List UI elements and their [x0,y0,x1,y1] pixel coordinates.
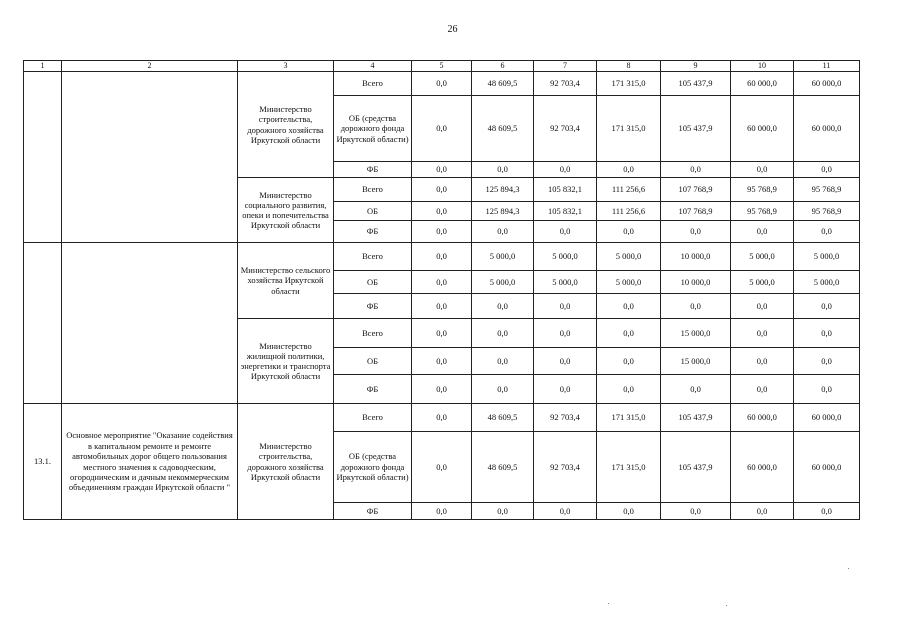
amount-cell: 0,0 [794,221,860,243]
amount-cell: 0,0 [472,375,534,404]
amount-cell: 0,0 [412,319,472,348]
column-header: 4 [334,61,412,72]
department-name: Министерство строительства, дорожного хозяйства Иркутской области [238,72,334,178]
activity-code [24,243,62,404]
amount-cell: 0,0 [472,294,534,319]
department-name: Министерство строительства, дорожного хозяйства Иркутской области [238,404,334,520]
amount-cell: 95 768,9 [794,202,860,221]
funding-source: ОБ (средства дорожного фонда Иркутской области) [334,432,412,503]
funding-source: ФБ [334,162,412,178]
amount-cell: 0,0 [597,503,661,520]
amount-cell: 0,0 [534,162,597,178]
department-name: Министерство сельского хозяйства Иркутской области [238,243,334,319]
table-row [24,243,860,271]
amount-cell: 92 703,4 [534,96,597,162]
scan-speck [848,568,849,569]
funding-source: ФБ [334,375,412,404]
amount-cell: 0,0 [794,319,860,348]
amount-cell: 0,0 [597,162,661,178]
amount-cell: 48 609,5 [472,72,534,96]
funding-source: Всего [334,319,412,348]
amount-cell: 60 000,0 [731,72,794,96]
amount-cell: 0,0 [534,294,597,319]
amount-cell: 0,0 [794,375,860,404]
scan-speck [608,603,609,604]
funding-source: ФБ [334,221,412,243]
amount-cell: 107 768,9 [661,202,731,221]
amount-cell: 48 609,5 [472,96,534,162]
amount-cell: 95 768,9 [731,178,794,202]
amount-cell: 15 000,0 [661,348,731,375]
amount-cell: 0,0 [661,162,731,178]
amount-cell: 171 315,0 [597,432,661,503]
amount-cell: 0,0 [534,221,597,243]
column-header: 10 [731,61,794,72]
amount-cell: 0,0 [597,294,661,319]
table-header-row [24,61,860,72]
amount-cell: 60 000,0 [794,404,860,432]
funding-source: ОБ [334,271,412,294]
amount-cell: 0,0 [661,294,731,319]
amount-cell: 0,0 [534,375,597,404]
amount-cell: 0,0 [412,348,472,375]
amount-cell: 0,0 [412,162,472,178]
amount-cell: 60 000,0 [731,404,794,432]
amount-cell: 0,0 [794,348,860,375]
amount-cell: 48 609,5 [472,432,534,503]
amount-cell: 60 000,0 [794,72,860,96]
amount-cell: 0,0 [412,178,472,202]
amount-cell: 0,0 [412,271,472,294]
budget-table [23,60,860,520]
amount-cell: 0,0 [472,503,534,520]
amount-cell: 0,0 [472,319,534,348]
amount-cell: 60 000,0 [794,96,860,162]
department-name: Министерство жилищной политики, энергетики и транспорта Иркутской области [238,319,334,404]
amount-cell: 60 000,0 [731,96,794,162]
column-header: 9 [661,61,731,72]
funding-source: Всего [334,243,412,271]
activity-code [24,72,62,243]
column-header: 3 [238,61,334,72]
amount-cell: 105 832,1 [534,178,597,202]
amount-cell: 5 000,0 [794,271,860,294]
column-header: 8 [597,61,661,72]
amount-cell: 0,0 [731,294,794,319]
amount-cell: 0,0 [472,221,534,243]
amount-cell: 105 832,1 [534,202,597,221]
amount-cell: 5 000,0 [731,271,794,294]
funding-source: Всего [334,178,412,202]
column-header: 1 [24,61,62,72]
amount-cell: 5 000,0 [534,243,597,271]
amount-cell: 5 000,0 [472,271,534,294]
amount-cell: 125 894,3 [472,178,534,202]
amount-cell: 10 000,0 [661,271,731,294]
amount-cell: 0,0 [661,221,731,243]
amount-cell: 0,0 [412,202,472,221]
amount-cell: 0,0 [412,96,472,162]
funding-source: ОБ (средства дорожного фонда Иркутской области) [334,96,412,162]
amount-cell: 60 000,0 [731,432,794,503]
column-header: 11 [794,61,860,72]
table-row [24,72,860,96]
amount-cell: 105 437,9 [661,432,731,503]
amount-cell: 105 437,9 [661,72,731,96]
amount-cell: 0,0 [794,294,860,319]
amount-cell: 0,0 [412,221,472,243]
amount-cell: 0,0 [794,503,860,520]
amount-cell: 5 000,0 [534,271,597,294]
amount-cell: 0,0 [534,503,597,520]
amount-cell: 95 768,9 [731,202,794,221]
amount-cell: 0,0 [597,375,661,404]
amount-cell: 0,0 [731,375,794,404]
activity-description [62,243,238,404]
amount-cell: 92 703,4 [534,72,597,96]
column-header: 6 [472,61,534,72]
column-header: 5 [412,61,472,72]
amount-cell: 48 609,5 [472,404,534,432]
funding-source: ФБ [334,503,412,520]
funding-source: ОБ [334,348,412,375]
amount-cell: 125 894,3 [472,202,534,221]
amount-cell: 60 000,0 [794,432,860,503]
amount-cell: 0,0 [412,294,472,319]
amount-cell: 0,0 [597,221,661,243]
amount-cell: 107 768,9 [661,178,731,202]
activity-code: 13.1. [24,404,62,520]
amount-cell: 0,0 [731,221,794,243]
amount-cell: 0,0 [731,348,794,375]
amount-cell: 0,0 [534,319,597,348]
page-number: 26 [447,24,458,35]
amount-cell: 0,0 [412,503,472,520]
amount-cell: 5 000,0 [597,243,661,271]
column-header: 7 [534,61,597,72]
amount-cell: 0,0 [731,162,794,178]
amount-cell: 0,0 [412,375,472,404]
activity-description [62,72,238,243]
amount-cell: 0,0 [412,404,472,432]
amount-cell: 95 768,9 [794,178,860,202]
amount-cell: 111 256,6 [597,178,661,202]
scan-speck [726,605,727,606]
amount-cell: 0,0 [661,375,731,404]
amount-cell: 92 703,4 [534,432,597,503]
funding-source: ФБ [334,294,412,319]
amount-cell: 5 000,0 [472,243,534,271]
amount-cell: 0,0 [731,319,794,348]
amount-cell: 0,0 [794,162,860,178]
amount-cell: 105 437,9 [661,404,731,432]
amount-cell: 0,0 [731,503,794,520]
amount-cell: 0,0 [472,348,534,375]
amount-cell: 105 437,9 [661,96,731,162]
amount-cell: 0,0 [412,432,472,503]
table-row [24,404,860,432]
amount-cell: 111 256,6 [597,202,661,221]
amount-cell: 5 000,0 [731,243,794,271]
amount-cell: 0,0 [412,72,472,96]
amount-cell: 0,0 [661,503,731,520]
amount-cell: 15 000,0 [661,319,731,348]
amount-cell: 5 000,0 [597,271,661,294]
amount-cell: 0,0 [597,348,661,375]
column-header: 2 [62,61,238,72]
amount-cell: 5 000,0 [794,243,860,271]
funding-source: Всего [334,72,412,96]
funding-source: Всего [334,404,412,432]
amount-cell: 171 315,0 [597,404,661,432]
amount-cell: 92 703,4 [534,404,597,432]
amount-cell: 0,0 [597,319,661,348]
funding-source: ОБ [334,202,412,221]
amount-cell: 171 315,0 [597,96,661,162]
amount-cell: 10 000,0 [661,243,731,271]
amount-cell: 171 315,0 [597,72,661,96]
amount-cell: 0,0 [412,243,472,271]
activity-description: Основное мероприятие "Оказание содействия в капитальном ремонте и ремонте автомобильных дорог общего пользования местного значения к садоводческим, огородническим и дачным некоммерческим объединениям граждан Иркутской области " [62,404,238,520]
department-name: Министерство социального развития, опеки и попечительства Иркутской области [238,178,334,243]
amount-cell: 0,0 [472,162,534,178]
amount-cell: 0,0 [534,348,597,375]
